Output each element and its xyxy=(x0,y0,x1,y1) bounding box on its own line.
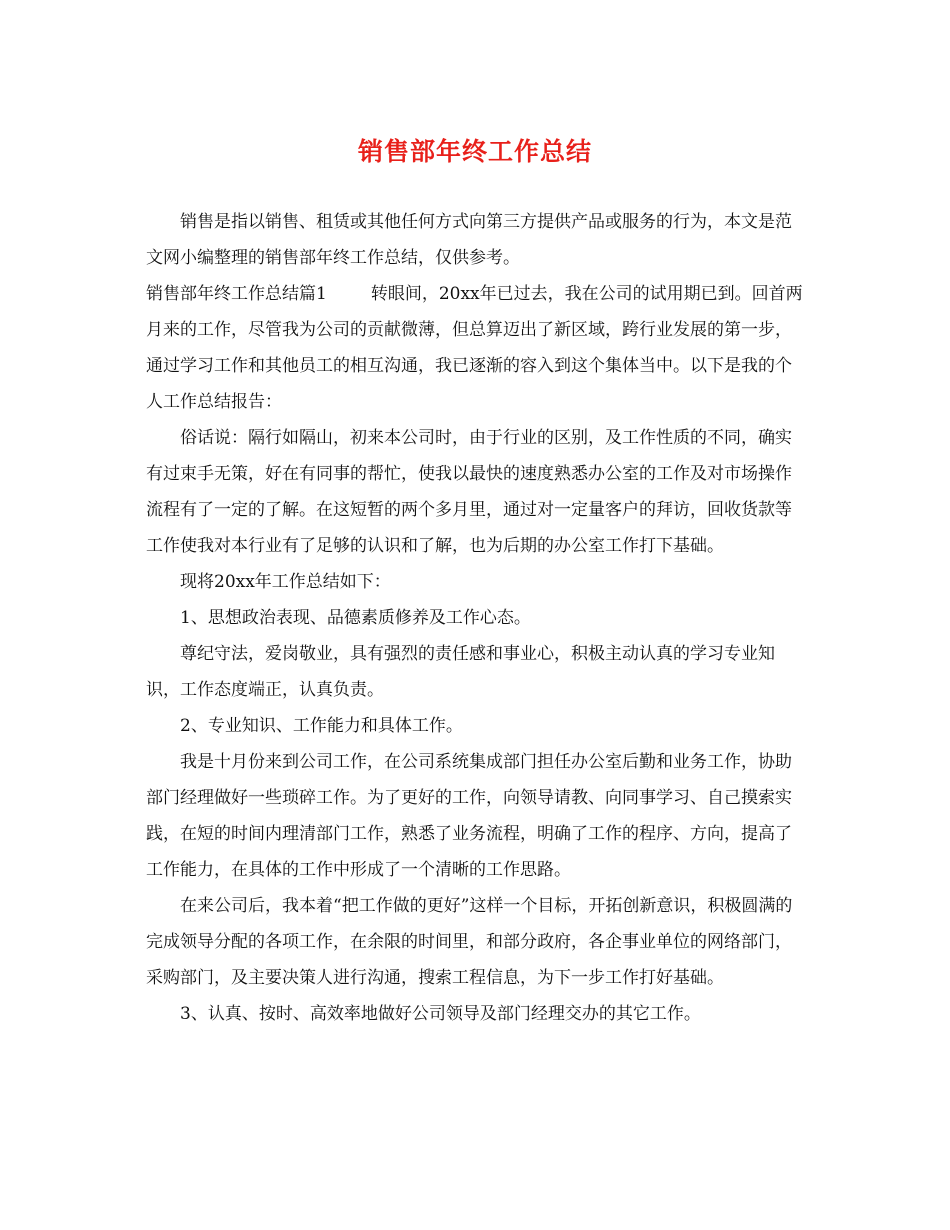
section-heading: 3、认真、按时、高效率地做好公司领导及部门经理交办的其它工作。 xyxy=(180,1004,701,1024)
body-paragraph: 我是十月份来到公司工作，在公司系统集成部门担任办公室后勤和业务工作，协助部门经理做好一些琐碎工作。为了更好的工作，向领导请教、向同事学习、自己摸索实践，在短的时间内理清部门工作，熟悉了业务流程，明确了工作的程序、方向，提高了工作能力，在具体的工作中形成了一个清晰的工作思路。 xyxy=(146,752,792,880)
intro-paragraph: 销售是指以销售、租赁或其他任何方式向第三方提供产品或服务的行为，本文是范文网小编整理的销售部年终工作总结，仅供参考。 xyxy=(146,212,792,268)
body-paragraph: 现将20xx年工作总结如下： xyxy=(180,572,391,592)
section-label: 销售部年终工作总结篇1 xyxy=(146,284,327,304)
body-paragraph: 在来公司后，我本着“把工作做的更好”这样一个目标，开拓创新意识，积极圆满的完成领导分配的各项工作，在余限的时间里，和部分政府，各企事业单位的网络部门，采购部门，及主要决策人进行沟通，搜索工程信息，为下一步工作打好基础。 xyxy=(146,896,793,988)
section-lead: 转眼间，20xx年已过去，我在公司的试用期已到。回首两月来的工作，尽管我为公司的贡献微薄，但总算迈出了新区域，跨行业发展的第一步，通过学习工作和其他员工的相互沟通，我已逐渐的容入到这个集体当中。以下是我的个人工作总结报告： xyxy=(146,284,803,412)
section-paragraph xyxy=(146,276,806,420)
section-heading: 2、专业知识、工作能力和具体工作。 xyxy=(180,716,463,736)
body-paragraph: 尊纪守法，爱岗敬业，具有强烈的责任感和事业心，积极主动认真的学习专业知识，工作态度端正，认真负责。 xyxy=(146,644,775,700)
body-paragraph: 俗话说：隔行如隔山，初来本公司时，由于行业的区别，及工作性质的不同，确实有过束手无策，好在有同事的帮忙，使我以最快的速度熟悉办公室的工作及对市场操作流程有了一定的了解。在这短暂的两个多月里，通过对一定量客户的拜访，回收货款等工作使我对本行业有了足够的认识和了解，也为后期的办公室工作打下基础。 xyxy=(146,428,792,556)
section-heading: 1、思想政治表现、品德素质修养及工作心态。 xyxy=(180,608,531,628)
document-body xyxy=(146,204,806,1032)
document-title: 销售部年终工作总结 xyxy=(357,137,592,166)
